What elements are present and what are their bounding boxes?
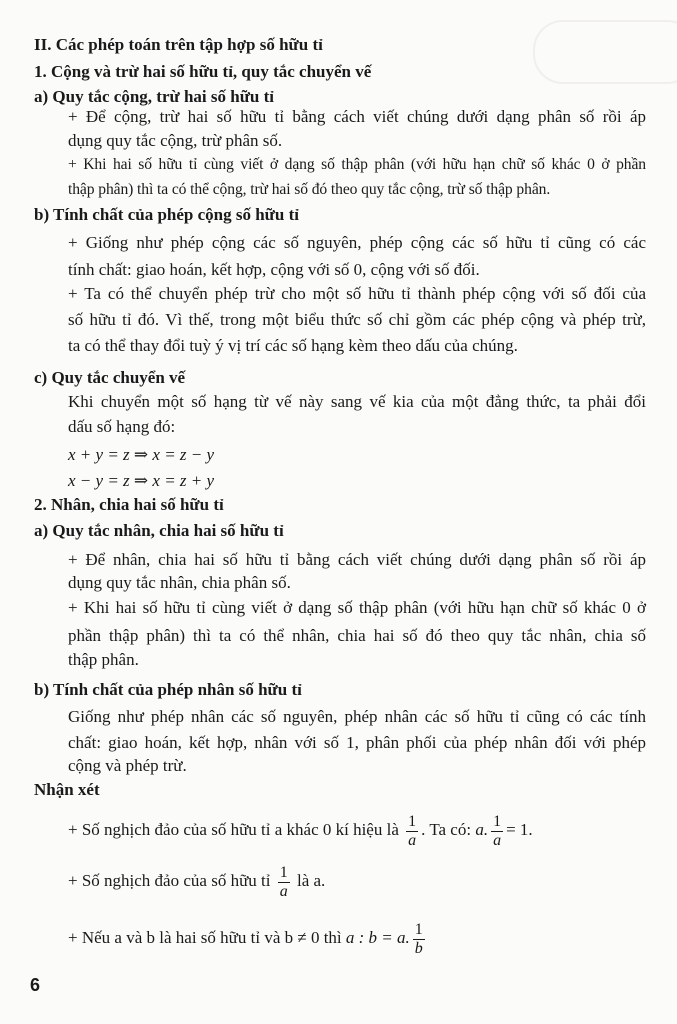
- remarks-title: Nhận xét: [34, 780, 100, 799]
- denominator: b: [414, 939, 423, 957]
- section-1c-title: c) Quy tắc chuyển vế: [34, 368, 186, 387]
- paragraph-line: thập phân.: [68, 650, 139, 669]
- paragraph-line: + Khi hai số hữu tỉ cùng viết ở dạng số thập phân (với hữu hạn chữ số khác 0 ở: [68, 598, 646, 617]
- remark-text: là a.: [296, 871, 326, 890]
- fraction: [491, 813, 503, 850]
- section-2a-title: a) Quy tắc nhân, chia hai số hữu tỉ: [34, 521, 284, 540]
- page-number: 6: [30, 975, 41, 995]
- numerator: 1: [408, 812, 417, 830]
- paragraph-line: + Giống như phép cộng các số nguyên, phép cộng các số hữu tỉ cũng có các: [68, 233, 646, 252]
- remark-text: + Nếu a và b là hai số hữu tỉ và b ≠ 0 thì: [68, 928, 342, 947]
- remark-text: . Ta có:: [421, 820, 472, 839]
- paragraph-line: Khi chuyển một số hạng từ vế này sang vế kia của một đẳng thức, ta phải đổi: [68, 392, 646, 411]
- section-1-title: 1. Cộng và trừ hai số hữu tỉ, quy tắc chuyển vế: [34, 62, 372, 81]
- formula: x + y = z ⇒ x = z − y: [68, 445, 215, 464]
- denominator: a: [408, 831, 417, 849]
- math-term: = 1.: [506, 820, 533, 839]
- paragraph-line: + Khi hai số hữu tỉ cùng viết ở dạng số thập phân (với hữu hạn chữ số khác 0 ở phần: [68, 156, 646, 173]
- paragraph-line: dấu số hạng đó:: [68, 417, 176, 436]
- numerator: 1: [414, 920, 423, 938]
- show-through-mark: [533, 20, 677, 84]
- numerator: 1: [279, 863, 288, 881]
- paragraph-line: Giống như phép nhân các số nguyên, phép nhân các số hữu tỉ cũng có các tính: [68, 707, 646, 726]
- remark-text: + Số nghịch đảo của số hữu tỉ: [68, 871, 271, 890]
- paragraph-line: dụng quy tắc cộng, trừ phân số.: [68, 131, 283, 150]
- fraction: [278, 864, 290, 901]
- fraction: [406, 813, 418, 850]
- paragraph-line: dụng quy tắc nhân, chia phân số.: [68, 573, 291, 592]
- remark-text: + Số nghịch đảo của số hữu tỉ a khác 0 kí hiệu là: [68, 820, 399, 839]
- numerator: 1: [493, 812, 502, 830]
- paragraph-line: + Để cộng, trừ hai số hữu tỉ bằng cách viết chúng dưới dạng phân số rồi áp: [68, 107, 646, 126]
- fraction: [413, 921, 425, 958]
- remark-2: [68, 861, 325, 901]
- math-term: a.: [475, 820, 489, 839]
- denominator: a: [493, 831, 502, 849]
- paragraph-line: chất: giao hoán, kết hợp, nhân với số 1, phân phối của phép nhân đối với phép: [68, 733, 646, 752]
- paragraph-line: ta có thể thay đổi tuỳ ý vị trí các số hạng kèm theo dấu của chúng.: [68, 336, 518, 355]
- math-term: a : b = a.: [345, 928, 410, 947]
- paragraph-line: thập phân) thì ta có thể cộng, trừ hai số đó theo quy tắc cộng, trừ số thập phân.: [68, 181, 551, 198]
- remark-1: [68, 810, 533, 850]
- formula: x − y = z ⇒ x = z + y: [68, 471, 215, 490]
- paragraph-line: tính chất: giao hoán, kết hợp, cộng với số 0, cộng với số đối.: [68, 260, 480, 279]
- paragraph-line: số hữu tỉ đó. Vì thế, trong một biểu thức số chỉ gồm các phép cộng và phép trừ,: [68, 310, 646, 329]
- paragraph-line: + Để nhân, chia hai số hữu tỉ bằng cách viết chúng dưới dạng phân số rồi áp: [68, 550, 646, 569]
- section-1b-title: b) Tính chất của phép cộng số hữu tỉ: [34, 205, 299, 224]
- section-heading: II. Các phép toán trên tập hợp số hữu tỉ: [34, 35, 323, 54]
- paragraph-line: phần thập phân) thì ta có thể nhân, chia hai số đó theo quy tắc nhân, chia số: [68, 626, 646, 645]
- section-1a-title: a) Quy tắc cộng, trừ hai số hữu tỉ: [34, 87, 274, 106]
- denominator: a: [279, 882, 288, 900]
- remark-3: [68, 918, 428, 958]
- section-2b-title: b) Tính chất của phép nhân số hữu tỉ: [34, 680, 302, 699]
- paragraph-line: cộng và phép trừ.: [68, 756, 187, 775]
- paragraph-line: + Ta có thể chuyển phép trừ cho một số hữu tỉ thành phép cộng với số đối của: [68, 284, 646, 303]
- section-2-title: 2. Nhân, chia hai số hữu tỉ: [34, 495, 224, 514]
